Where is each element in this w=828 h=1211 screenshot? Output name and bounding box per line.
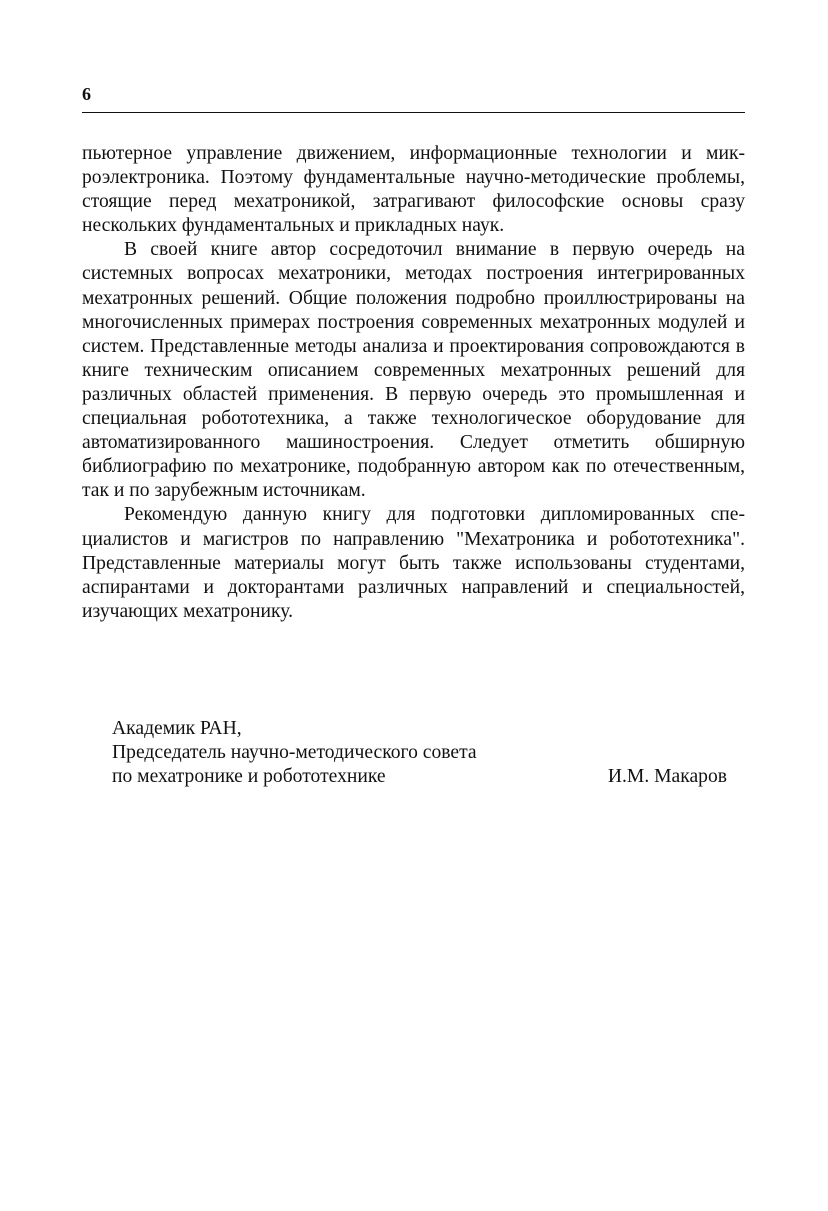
signature-title-line-2 [112,741,727,765]
signature-title-line-1 [112,717,727,741]
signature-block [112,717,727,789]
paragraph-recommendation: Рекомендую данную книгу для подготовки дипломированных специалистов и магистров по направлению "Мехатроника и робототехника". Представленные материалы могут быть также использованы студентами, аспирантами и докторантами различных направлений и специальностей, изучающих мехатронику. [82,504,745,622]
page-number: 6 [82,84,91,104]
signature-academic-title: Академик РАН, [112,718,242,739]
paragraph-continuation: пьютерное управление движением, информационные технологии и микроэлектроника. Поэтому фундаментальные научно-методические проблемы, стоящие перед мехатроникой, затрагивают философские основы сразу нескольких фундаментальных и прикладных наук. [82,143,745,237]
paragraph-author-focus: В своей книге автор сосредоточил внимание в первую очередь на системных вопросах мехатроники, методах построения интегрированных мехатронных решений. Общие положения подробно проиллюстрированы на многочисленных примерах построения современных мехатронных модулей и систем. Представленные методы анализа и проектирования сопровождаются в книге техническим описанием современных мехатронных решений для различных областей применения. В первую очередь это промышленная и специальная робототехника, а также технологическое оборудование для автоматизированного машиностроения. Следует отметить обширную библиографию по мехатронике, подобранную автором как по отечественным, так и по зарубежным источникам. [82,239,745,502]
signature-title-line-3 [112,765,727,789]
signature-council: по мехатронике и робототехнике [112,766,386,788]
header-divider [82,112,745,113]
signature-position: Председатель научно-методического совета [112,742,477,764]
body-text [82,142,745,624]
signature-name: И.М. Макаров [607,766,727,788]
